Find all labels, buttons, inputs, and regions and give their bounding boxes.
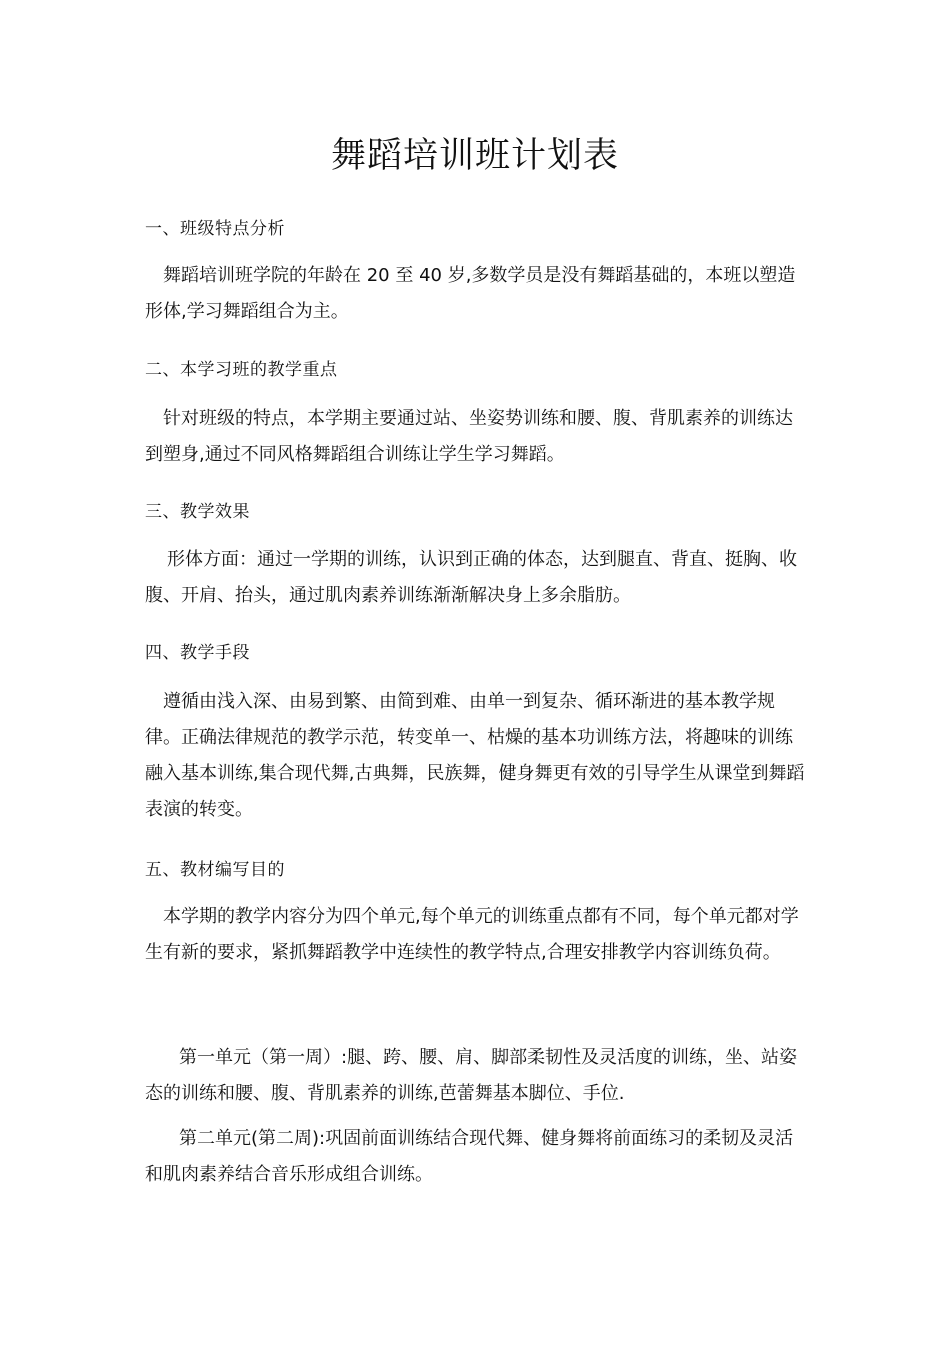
- section-heading-4: 四、教学手段: [145, 643, 250, 663]
- unit-paragraph-1: 第一单元（第一周）:腿、跨、腰、肩、脚部柔韧性及灵活度的训练，坐、站姿态的训练和腰、腹、背肌素养的训练,芭蕾舞基本脚位、手位.: [145, 1047, 798, 1104]
- section-heading-2: 二、本学习班的教学重点: [145, 360, 338, 380]
- section-heading-1: 一、班级特点分析: [145, 219, 285, 239]
- section-heading-5: 五、教材编写目的: [145, 860, 285, 880]
- unit-paragraph-2: 第二单元(第二周):巩固前面训练结合现代舞、健身舞将前面练习的柔韧及灵活和肌肉素养结合音乐形成组合训练。: [145, 1128, 794, 1185]
- document-title: 舞蹈培训班计划表: [330, 136, 619, 176]
- section-body-4: 遵循由浅入深、由易到繁、由简到难、由单一到复杂、循环渐进的基本教学规律。正确法律规范的教学示范，转变单一、枯燥的基本功训练方法，将趣味的训练融入基本训练,集合现代舞,古典舞，民族舞，健身舞更有效的引导学生从课堂到舞蹈表演的转变。: [145, 691, 805, 820]
- section-body-1: 舞蹈培训班学院的年龄在 20 至 40 岁,多数学员是没有舞蹈基础的，本班以塑造形体,学习舞蹈组合为主。: [145, 265, 796, 322]
- section-body-2: 针对班级的特点，本学期主要通过站、坐姿势训练和腰、腹、背肌素养的训练达到塑身,通过不同风格舞蹈组合训练让学生学习舞蹈。: [145, 408, 793, 465]
- section-body-3: 形体方面：通过一学期的训练，认识到正确的体态，达到腿直、背直、挺胸、收腹、开肩、抬头，通过肌肉素养训练渐渐解决身上多余脂肪。: [145, 549, 797, 606]
- section-heading-3: 三、教学效果: [145, 502, 250, 522]
- section-body-5: 本学期的教学内容分为四个单元,每个单元的训练重点都有不同，每个单元都对学生有新的要求，紧抓舞蹈教学中连续性的教学特点,合理安排教学内容训练负荷。: [145, 906, 799, 963]
